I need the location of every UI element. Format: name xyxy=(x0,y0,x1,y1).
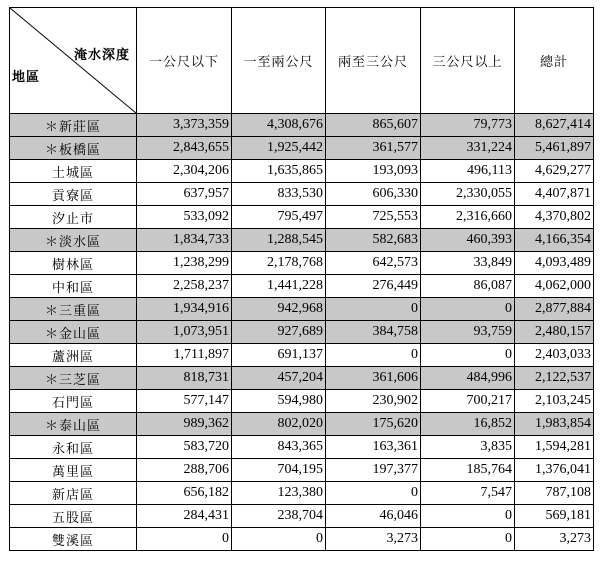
value-cell: 725,553 xyxy=(326,206,421,229)
value-cell: 577,147 xyxy=(137,390,232,413)
value-cell: 86,087 xyxy=(421,275,515,298)
table-row xyxy=(10,459,594,482)
value-cell: 700,217 xyxy=(421,390,515,413)
value-cell: 384,758 xyxy=(326,321,421,344)
value-cell: 0 xyxy=(232,528,326,551)
region-name-cell: 石門區 xyxy=(10,390,137,413)
region-name-cell: 永和區 xyxy=(10,436,137,459)
table-row xyxy=(10,482,594,505)
region-name-cell: 五股區 xyxy=(10,505,137,528)
value-cell: 0 xyxy=(421,505,515,528)
value-cell: 2,480,157 xyxy=(515,321,594,344)
table-row xyxy=(10,436,594,459)
value-cell: 1,934,916 xyxy=(137,298,232,321)
value-cell: 2,178,768 xyxy=(232,252,326,275)
table-row xyxy=(10,114,594,137)
value-cell: 197,377 xyxy=(326,459,421,482)
value-cell: 942,968 xyxy=(232,298,326,321)
value-cell: 238,704 xyxy=(232,505,326,528)
value-cell: 2,258,237 xyxy=(137,275,232,298)
table-row xyxy=(10,528,594,551)
value-cell: 457,204 xyxy=(232,367,326,390)
flood-depth-table xyxy=(9,7,594,551)
column-header: 兩至三公尺 xyxy=(326,8,421,114)
corner-region-label: 地區 xyxy=(12,70,41,85)
value-cell: 0 xyxy=(421,528,515,551)
region-name-cell: 蘆洲區 xyxy=(10,344,137,367)
value-cell: 93,759 xyxy=(421,321,515,344)
value-cell: 3,373,359 xyxy=(137,114,232,137)
value-cell: 2,316,660 xyxy=(421,206,515,229)
table-row xyxy=(10,183,594,206)
value-cell: 2,122,537 xyxy=(515,367,594,390)
table-row xyxy=(10,252,594,275)
value-cell: 3,273 xyxy=(515,528,594,551)
region-name-cell: 新店區 xyxy=(10,482,137,505)
table-row xyxy=(10,344,594,367)
value-cell: 230,902 xyxy=(326,390,421,413)
value-cell: 4,407,871 xyxy=(515,183,594,206)
value-cell: 989,362 xyxy=(137,413,232,436)
value-cell: 163,361 xyxy=(326,436,421,459)
value-cell: 175,620 xyxy=(326,413,421,436)
value-cell: 4,093,489 xyxy=(515,252,594,275)
column-header: 三公尺以上 xyxy=(421,8,515,114)
region-name-cell: 貢寮區 xyxy=(10,183,137,206)
value-cell: 1,983,854 xyxy=(515,413,594,436)
value-cell: 0 xyxy=(326,482,421,505)
region-name-cell: ＊板橋區 xyxy=(10,137,137,160)
value-cell: 288,706 xyxy=(137,459,232,482)
region-name-cell: ＊金山區 xyxy=(10,321,137,344)
value-cell: 4,062,000 xyxy=(515,275,594,298)
value-cell: 0 xyxy=(421,298,515,321)
value-cell: 361,606 xyxy=(326,367,421,390)
value-cell: 193,093 xyxy=(326,160,421,183)
table-row xyxy=(10,160,594,183)
value-cell: 865,607 xyxy=(326,114,421,137)
region-name-cell: 萬里區 xyxy=(10,459,137,482)
value-cell: 16,852 xyxy=(421,413,515,436)
value-cell: 594,980 xyxy=(232,390,326,413)
table-row xyxy=(10,321,594,344)
value-cell: 185,764 xyxy=(421,459,515,482)
table-row xyxy=(10,505,594,528)
value-cell: 3,273 xyxy=(326,528,421,551)
value-cell: 361,577 xyxy=(326,137,421,160)
value-cell: 484,996 xyxy=(421,367,515,390)
value-cell: 496,113 xyxy=(421,160,515,183)
value-cell: 533,092 xyxy=(137,206,232,229)
value-cell: 0 xyxy=(326,298,421,321)
value-cell: 1,288,545 xyxy=(232,229,326,252)
region-name-cell: 中和區 xyxy=(10,275,137,298)
column-header: 一至兩公尺 xyxy=(232,8,326,114)
value-cell: 2,103,245 xyxy=(515,390,594,413)
value-cell: 0 xyxy=(137,528,232,551)
value-cell: 1,376,041 xyxy=(515,459,594,482)
table-row xyxy=(10,229,594,252)
value-cell: 284,431 xyxy=(137,505,232,528)
value-cell: 833,530 xyxy=(232,183,326,206)
value-cell: 123,380 xyxy=(232,482,326,505)
value-cell: 691,137 xyxy=(232,344,326,367)
value-cell: 642,573 xyxy=(326,252,421,275)
value-cell: 1,238,299 xyxy=(137,252,232,275)
value-cell: 1,594,281 xyxy=(515,436,594,459)
value-cell: 4,308,676 xyxy=(232,114,326,137)
table-row xyxy=(10,413,594,436)
value-cell: 843,365 xyxy=(232,436,326,459)
region-name-cell: ＊淡水區 xyxy=(10,229,137,252)
value-cell: 1,073,951 xyxy=(137,321,232,344)
table-body xyxy=(10,114,594,551)
value-cell: 569,181 xyxy=(515,505,594,528)
value-cell: 8,627,414 xyxy=(515,114,594,137)
region-name-cell: 汐止市 xyxy=(10,206,137,229)
value-cell: 583,720 xyxy=(137,436,232,459)
value-cell: 4,370,802 xyxy=(515,206,594,229)
region-name-cell: 樹林區 xyxy=(10,252,137,275)
value-cell: 0 xyxy=(421,344,515,367)
value-cell: 2,330,055 xyxy=(421,183,515,206)
value-cell: 3,835 xyxy=(421,436,515,459)
corner-depth-label: 淹水深度 xyxy=(73,48,130,63)
value-cell: 1,925,442 xyxy=(232,137,326,160)
region-name-cell: 雙溪區 xyxy=(10,528,137,551)
header-row xyxy=(10,8,594,114)
table-row xyxy=(10,390,594,413)
value-cell: 4,166,354 xyxy=(515,229,594,252)
region-name-cell: ＊新莊區 xyxy=(10,114,137,137)
value-cell: 2,304,206 xyxy=(137,160,232,183)
value-cell: 4,629,277 xyxy=(515,160,594,183)
value-cell: 460,393 xyxy=(421,229,515,252)
value-cell: 818,731 xyxy=(137,367,232,390)
value-cell: 637,957 xyxy=(137,183,232,206)
value-cell: 46,046 xyxy=(326,505,421,528)
value-cell: 1,441,228 xyxy=(232,275,326,298)
value-cell: 2,403,033 xyxy=(515,344,594,367)
value-cell: 656,182 xyxy=(137,482,232,505)
value-cell: 582,683 xyxy=(326,229,421,252)
table-row xyxy=(10,367,594,390)
value-cell: 2,877,884 xyxy=(515,298,594,321)
value-cell: 927,689 xyxy=(232,321,326,344)
value-cell: 276,449 xyxy=(326,275,421,298)
value-cell: 79,773 xyxy=(421,114,515,137)
table-row xyxy=(10,137,594,160)
value-cell: 7,547 xyxy=(421,482,515,505)
table-row xyxy=(10,206,594,229)
value-cell: 787,108 xyxy=(515,482,594,505)
value-cell: 704,195 xyxy=(232,459,326,482)
value-cell: 802,020 xyxy=(232,413,326,436)
column-header: 一公尺以下 xyxy=(137,8,232,114)
value-cell: 1,711,897 xyxy=(137,344,232,367)
value-cell: 1,635,865 xyxy=(232,160,326,183)
value-cell: 33,849 xyxy=(421,252,515,275)
column-header: 總計 xyxy=(515,8,594,114)
value-cell: 0 xyxy=(326,344,421,367)
table-row xyxy=(10,275,594,298)
region-name-cell: ＊三重區 xyxy=(10,298,137,321)
value-cell: 331,224 xyxy=(421,137,515,160)
region-name-cell: ＊泰山區 xyxy=(10,413,137,436)
value-cell: 1,834,733 xyxy=(137,229,232,252)
value-cell: 2,843,655 xyxy=(137,137,232,160)
table-row xyxy=(10,298,594,321)
region-name-cell: 土城區 xyxy=(10,160,137,183)
corner-header-cell xyxy=(10,8,137,114)
value-cell: 5,461,897 xyxy=(515,137,594,160)
value-cell: 795,497 xyxy=(232,206,326,229)
value-cell: 606,330 xyxy=(326,183,421,206)
region-name-cell: ＊三芝區 xyxy=(10,367,137,390)
